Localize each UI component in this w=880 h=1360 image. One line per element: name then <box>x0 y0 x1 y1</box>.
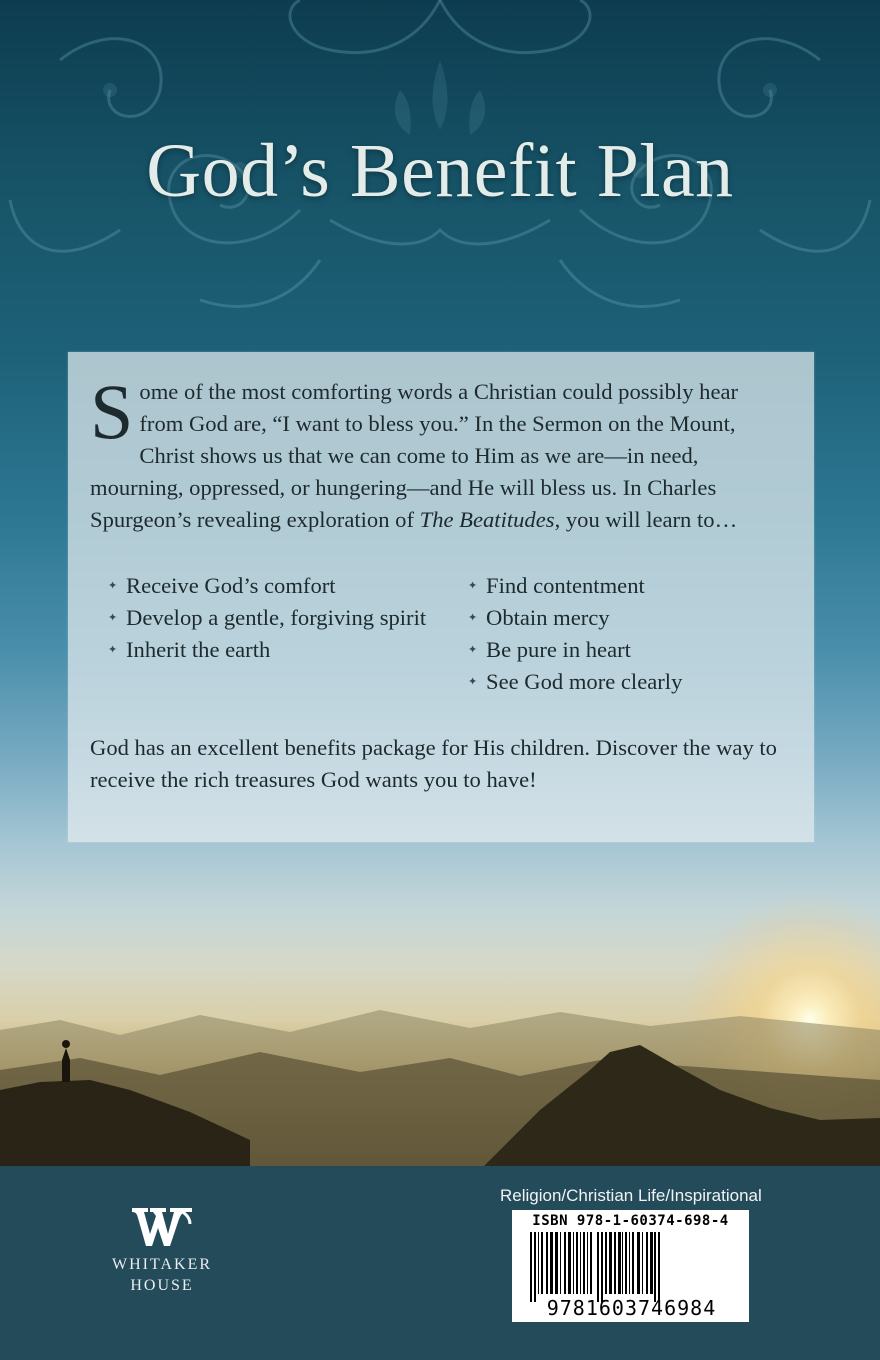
category-label: Religion/Christian Life/Inspirational <box>500 1186 762 1205</box>
barcode-bar <box>576 1232 578 1294</box>
book-reference-title: The Beatitudes <box>419 507 555 532</box>
barcode-bar <box>637 1232 640 1294</box>
barcode-bars <box>530 1232 746 1294</box>
star-bullet-icon: ✦ <box>468 644 478 656</box>
barcode-bar <box>650 1232 653 1294</box>
star-bullet-icon: ✦ <box>108 580 118 592</box>
barcode-bar <box>597 1232 599 1302</box>
barcode-bar <box>568 1232 571 1294</box>
barcode-bar <box>632 1232 634 1294</box>
intro-text: ome of the most comforting words a Christian could possibly hear from God are, “I want to bless you.” In the Sermon on the Mount, Christ shows us that we can come to Him as we are—in need, mourning, oppressed, or hungering—and He will bless us. In Charles Spurgeon’s revealing exploration of <box>90 379 739 532</box>
whitaker-w-icon <box>130 1206 194 1248</box>
barcode-bar <box>625 1232 627 1294</box>
barcode-bar <box>629 1232 630 1294</box>
barcode-bar <box>622 1232 623 1294</box>
publisher-name-line2: HOUSE <box>130 1277 194 1294</box>
barcode-bar <box>658 1232 660 1302</box>
isbn-digits: 9781603746984 <box>546 1296 717 1320</box>
publisher-name-line1: WHITAKER <box>111 1256 213 1273</box>
publisher-logo <box>102 1206 222 1296</box>
star-bullet-icon: ✦ <box>468 676 478 688</box>
description-panel <box>68 352 814 842</box>
barcode-bar <box>601 1232 603 1302</box>
star-bullet-icon: ✦ <box>108 644 118 656</box>
barcode-bar <box>546 1232 548 1294</box>
star-bullet-icon: ✦ <box>468 580 478 592</box>
barcode-bar <box>534 1232 536 1302</box>
list-item: ✦ Inherit the earth <box>108 634 428 666</box>
closing-paragraph: God has an excellent benefits package for His children. Discover the way to receive the rich treasures God wants you to have! <box>90 735 777 792</box>
drop-cap: S <box>90 368 134 455</box>
intro-text-end: , you will learn to… <box>554 507 738 532</box>
barcode-bar <box>555 1232 558 1294</box>
barcode-bar <box>646 1232 648 1294</box>
barcode-bar <box>580 1232 581 1294</box>
barcode-bar <box>654 1232 656 1302</box>
barcode-bar <box>609 1232 612 1294</box>
list-item: ✦ Develop a gentle, forgiving spirit <box>108 602 428 634</box>
barcode-bar <box>590 1232 592 1294</box>
barcode-bar <box>618 1232 621 1294</box>
book-title: God’s Benefit Plan <box>146 129 734 213</box>
barcode-bar <box>538 1232 539 1294</box>
barcode-bar <box>642 1232 643 1294</box>
barcode-bar <box>583 1232 585 1294</box>
barcode-bar <box>605 1232 607 1294</box>
benefits-list-left <box>108 570 428 666</box>
mountain-landscape <box>0 940 880 1170</box>
star-bullet-icon: ✦ <box>108 612 118 624</box>
barcode-bar <box>564 1232 566 1294</box>
cover-footer <box>0 1166 880 1360</box>
barcode-bar <box>530 1232 532 1302</box>
barcode-bar <box>550 1232 553 1294</box>
star-bullet-icon: ✦ <box>468 612 478 624</box>
intro-paragraph <box>90 368 780 536</box>
isbn-label: ISBN 978-1-60374-698-4 <box>532 1213 729 1229</box>
list-item: ✦ Find contentment <box>468 570 788 602</box>
barcode-bar <box>573 1232 574 1294</box>
list-item: ✦ Obtain mercy <box>468 602 788 634</box>
barcode-bar <box>614 1232 616 1294</box>
list-item: ✦ Be pure in heart <box>468 634 788 666</box>
barcode-bar <box>541 1232 543 1294</box>
barcode-bar <box>587 1232 588 1294</box>
isbn-barcode <box>512 1210 749 1322</box>
benefits-list-right <box>468 570 788 698</box>
barcode-bar <box>560 1232 561 1294</box>
list-item: ✦ Receive God’s comfort <box>108 570 428 602</box>
list-item: ✦ See God more clearly <box>468 666 788 698</box>
